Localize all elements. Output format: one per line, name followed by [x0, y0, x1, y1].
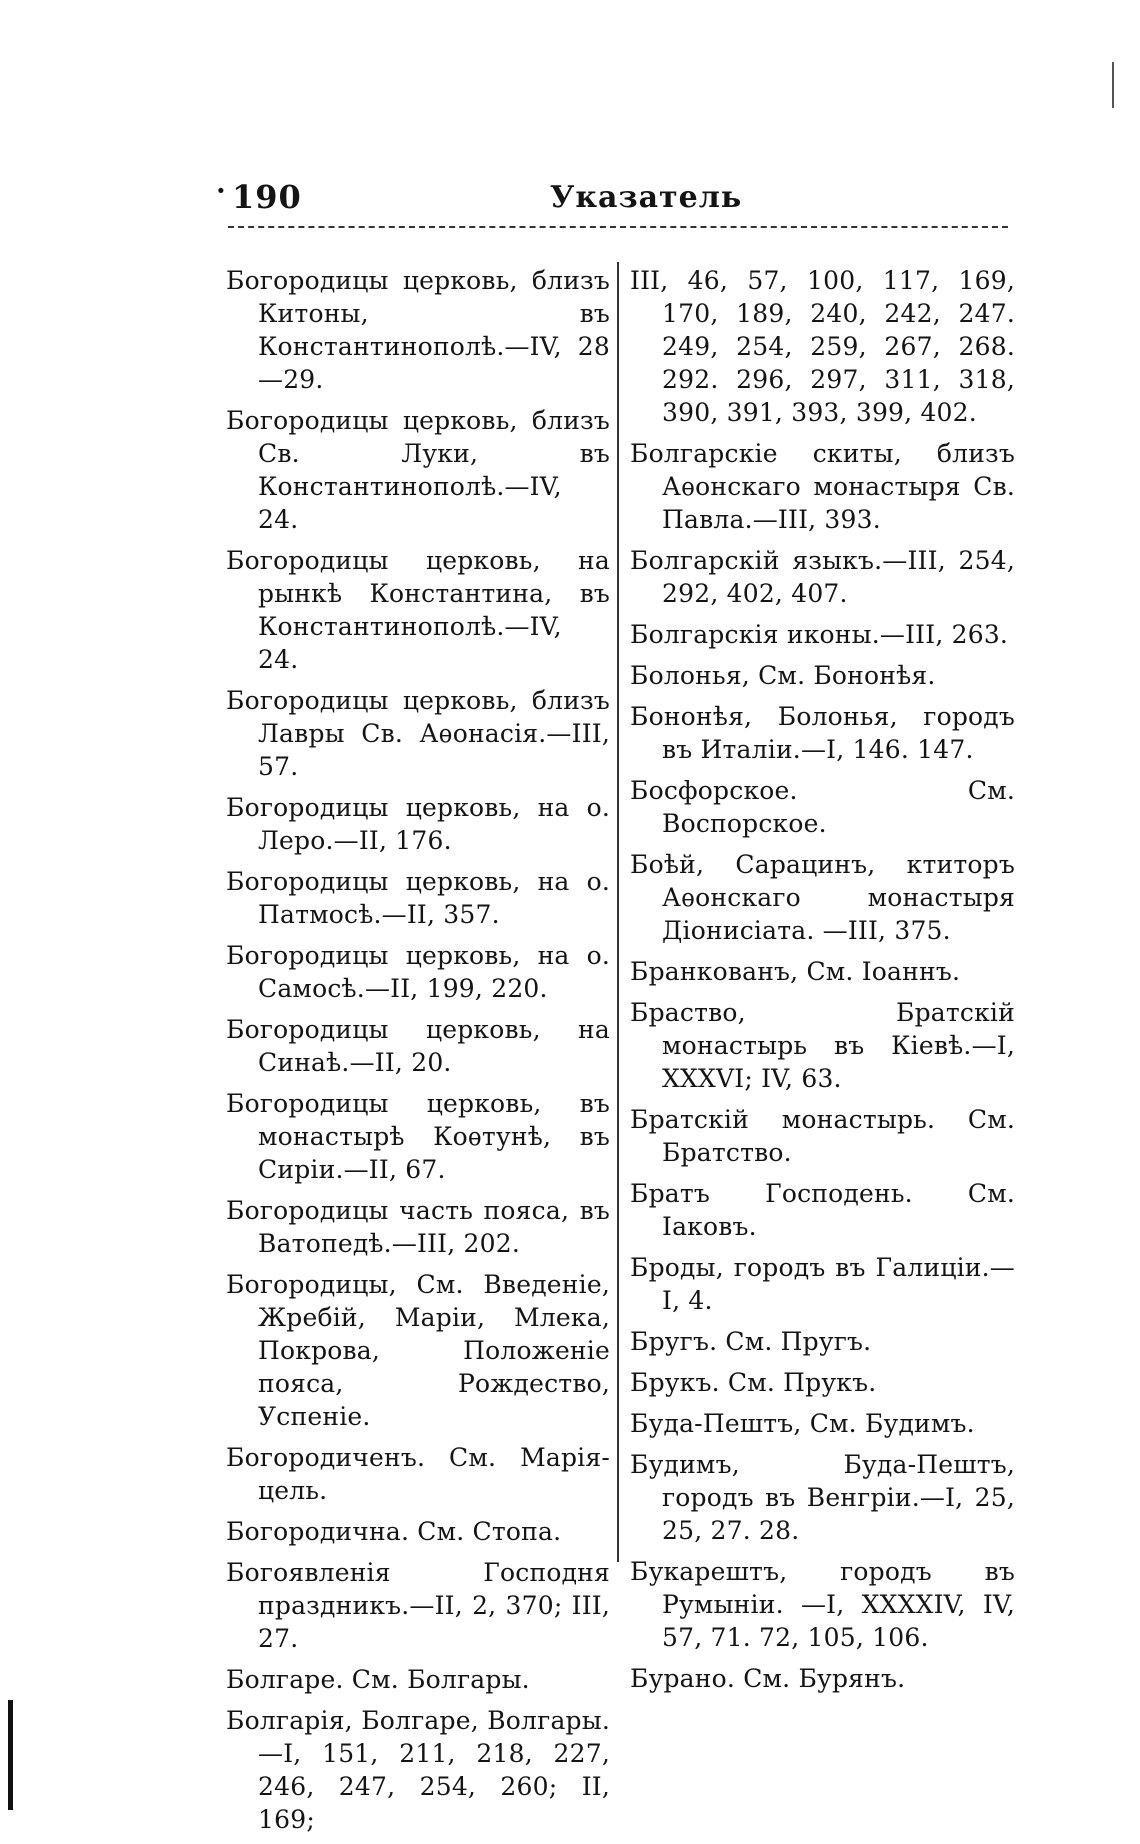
- index-entry: Боѣй, Сарацинъ, ктиторъ Аѳонскаго монастыря Діонисіата. —III, 375.: [630, 850, 1015, 945]
- index-entry: Бононѣя, Болонья, городъ въ Италіи.—I, 146. 147.: [630, 702, 1015, 764]
- index-entry: Богородиченъ. См. Марія-цель.: [226, 1443, 610, 1505]
- index-entry: Болгаре. См. Болгары.: [226, 1665, 530, 1694]
- column-divider: [617, 262, 619, 1562]
- index-entry: Богородицы церковь, на о. Патмосѣ.—II, 357.: [226, 867, 610, 929]
- index-column-right: [630, 264, 1015, 1703]
- index-entry: Богородицы церковь, близъ Св. Луки, въ Константинополѣ.—IV, 24.: [226, 406, 610, 534]
- index-entry: Богородицы церковь, на рынкѣ Константина, въ Константинополѣ.—IV, 24.: [226, 546, 610, 674]
- index-entry: Букарештъ, городъ въ Румыніи. —I, XXXXIV, IV, 57, 71. 72, 105, 106.: [630, 1557, 1015, 1652]
- index-entry: Бругъ. См. Пругъ.: [630, 1327, 872, 1356]
- index-entry: Богородицы, См. Введеніе, Жребій, Маріи, Млека, Покрова, Положеніе пояса, Рождество, Успеніе.: [226, 1270, 610, 1431]
- page-header: [220, 178, 1010, 222]
- index-entry: Браство, Братскій монастырь въ Кіевѣ.—I, XXXVI; IV, 63.: [630, 998, 1015, 1093]
- index-entry: Буда-Пештъ, См. Будимъ.: [630, 1409, 975, 1438]
- index-entry: Братъ Господень. См. Іаковъ.: [630, 1179, 1015, 1241]
- index-entry: Будимъ, Буда-Пештъ, городъ въ Венгріи.—I, 25, 25, 27. 28.: [630, 1450, 1015, 1545]
- index-entry: Болонья, См. Бононѣя.: [630, 661, 936, 690]
- index-entry: Брукъ. См. Прукъ.: [630, 1368, 877, 1397]
- index-entry: Богородицы церковь, близъ Китоны, въ Константинополѣ.—IV, 28—29.: [226, 266, 610, 394]
- index-entry: Богородицы церковь, на о. Самосѣ.—II, 199, 220.: [226, 941, 610, 1003]
- index-entry: Богородична. См. Стопа.: [226, 1517, 562, 1546]
- index-entry: Богородицы часть пояса, въ Ватопедѣ.—III, 202.: [226, 1196, 610, 1258]
- index-entry: Бурано. См. Бурянъ.: [630, 1664, 906, 1693]
- index-entry: Болгарскіе скиты, близъ Аѳонскаго монастыря Св. Павла.—III, 393.: [630, 439, 1015, 534]
- index-entry: Болгарія, Болгаре, Волгары.—I, 151, 211, 218, 227, 246, 247, 254, 260; II, 169;: [226, 1706, 610, 1834]
- scan-edge-mark: [1112, 62, 1114, 108]
- index-entry: Богоявленія Господня праздникъ.—II, 2, 370; III, 27.: [226, 1558, 610, 1653]
- index-entry: Богородицы церковь, на о. Леро.—II, 176.: [226, 793, 610, 855]
- index-entry: Бранкованъ, См. Іоаннъ.: [630, 957, 961, 986]
- index-entry: Броды, городъ въ Галиціи.—I, 4.: [630, 1253, 1015, 1315]
- scan-edge-mark: [8, 1700, 13, 1810]
- index-entry: Болгарскій языкъ.—III, 254, 292, 402, 407.: [630, 546, 1015, 608]
- index-entry: Болгарскія иконы.—III, 263.: [630, 620, 1009, 649]
- running-title: Указатель: [550, 180, 743, 215]
- index-entry: Богородицы церковь, близъ Лавры Св. Аѳонасія.—III, 57.: [226, 686, 610, 781]
- index-entry: Босфорское. См. Воспорское.: [630, 776, 1015, 838]
- index-column-left: [226, 264, 610, 1844]
- index-entry: Богородицы церковь, въ монастырѣ Коѳтунѣ, въ Сиріи.—II, 67.: [226, 1089, 610, 1184]
- index-entry: Братскій монастырь. См. Братство.: [630, 1105, 1015, 1167]
- header-rule: [228, 226, 1008, 228]
- page-number: · 190: [232, 178, 302, 216]
- index-entry-continued: III, 46, 57, 100, 117, 169, 170, 189, 240, 242, 247. 249, 254, 259, 267, 268. 292. 296, 297, 311, 318, 390, 391, 393, 399, 402.: [630, 266, 1015, 427]
- index-entry: Богородицы церковь, на Синаѣ.—II, 20.: [226, 1015, 610, 1077]
